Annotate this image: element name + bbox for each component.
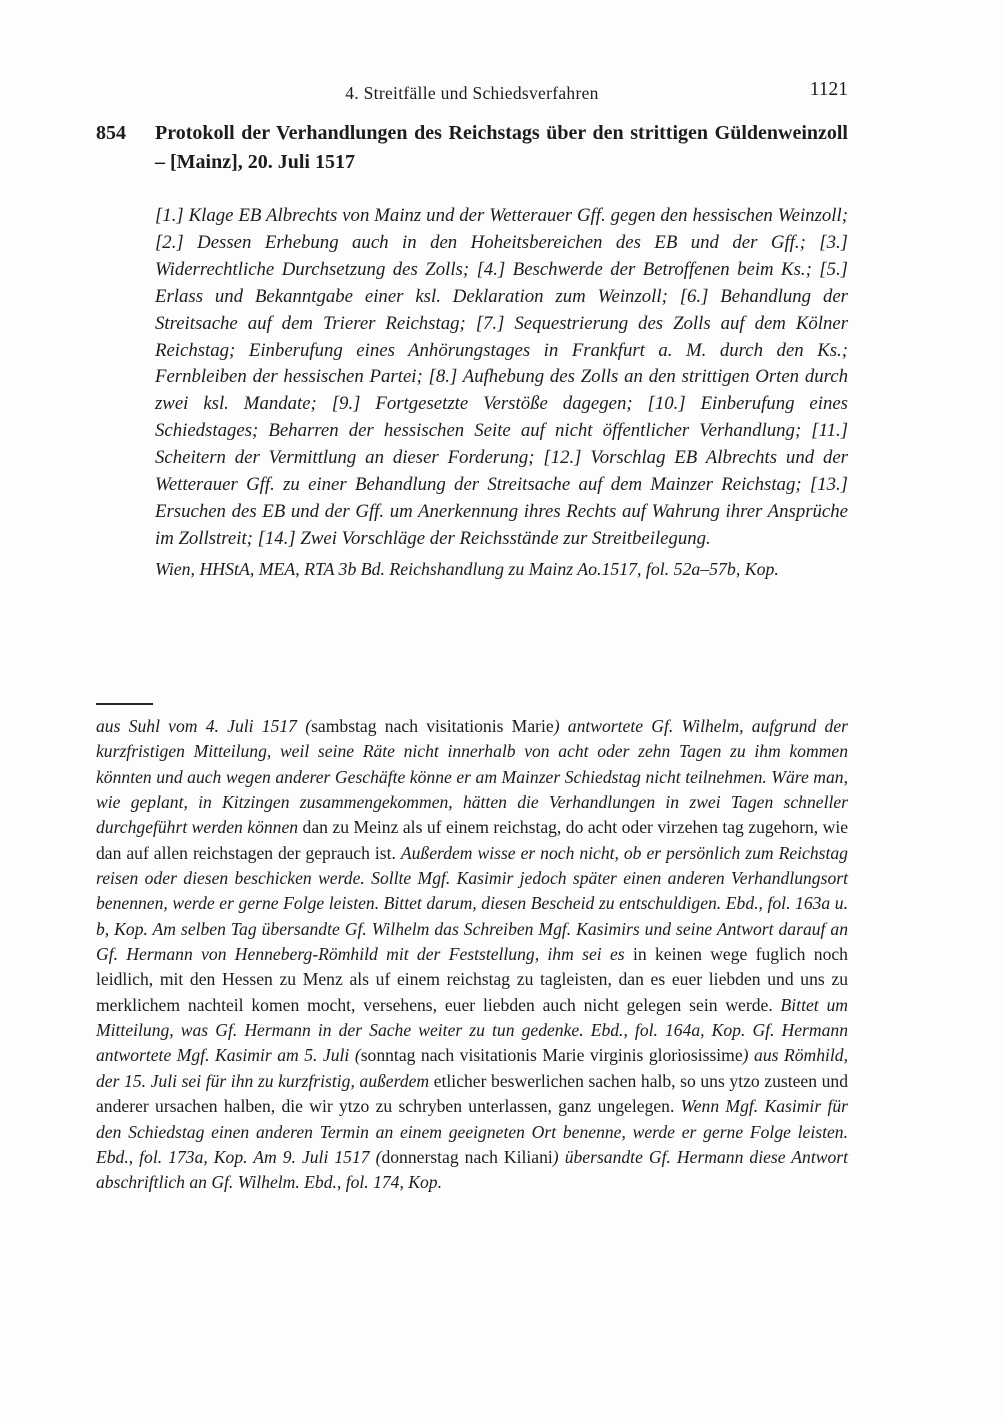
- footnote-text: [96, 714, 848, 1196]
- footnote-segment: sonntag nach visitationis Marie virginis gloriosissime: [360, 1045, 743, 1066]
- footnote-segment: sambstag nach visitationis Marie: [311, 716, 554, 736]
- footnote-segment: etlicher beswerlichen sachen halb, so uns ytzo zusteen und anderer ursachen halben, die wir ytzo zu schryben unterlassen, ganz ungelegen.: [96, 1070, 849, 1117]
- footnote-segment: in keinen wege fuglich noch leidlich, mit den Hessen zu Menz als uf einem reichstag zu tagleisten, dan es euer liebden und uns zu merklichem nachteil komen mocht, versehens, euer liebden auch nicht gelegen sein werde.: [96, 944, 848, 1015]
- footnote-segment: ) antwortete Gf. Wilhelm, aufgrund der kurzfristigen Mitteilung, weil seine Räte nicht innerhalb von acht oder zehn Tagen zu ihm kommen könnten und auch wegen anderer Geschäfte könne er am Mainzer Schiedstag nicht teilnehmen. Wäre man, wie geplant, in Kitzingen zusammengekommen, hätten die Verhandlungen in zwei Tagen schneller durchgeführt werden können: [96, 716, 848, 838]
- footnote-segment: Wenn Mgf. Kasimir für den Schiedstag einen anderen Termin an einem geeigneten Ort benenne, werde er gerne Folge leisten. Ebd., fol. 173a, Kop. Am 9. Juli 1517 (: [96, 1096, 848, 1167]
- footnote-segment: ) übersandte Gf. Hermann diese Antwort abschriftlich an Gf. Wilhelm. Ebd., fol. 174, Kop.: [96, 1146, 848, 1193]
- page-number: 1121: [809, 79, 848, 100]
- entry-heading: [96, 119, 848, 176]
- footnote-segment: Bittet um Mitteilung, was Gf. Hermann in der Sache weiter zu tun gedenke. Ebd., fol. 164a, Kop. Gf. Hermann antwortete Mgf. Kasimir am 5. Juli (: [96, 994, 848, 1066]
- footnote-segment: ) aus Römhild, der 15. Juli sei für ihn zu kurzfristig, außerdem: [96, 1045, 849, 1091]
- footnote-separator: [96, 703, 153, 705]
- entry-number: 854: [96, 122, 126, 144]
- footnote-block: [96, 703, 848, 1196]
- footnote-segment: dan zu Meinz als uf einem reichstag, do acht oder virzehen tag zugehorn, wie dan auf allen reichstagen der geprauch ist.: [96, 817, 849, 863]
- entry-854: [96, 119, 848, 582]
- footnote-segment: donnerstag nach Kiliani: [381, 1146, 553, 1167]
- footnote-segment: aus Suhl vom 4. Juli 1517 (: [96, 716, 312, 736]
- running-header: [96, 79, 848, 108]
- chapter-header: 4. Streitfälle und Schiedsverfahren: [345, 83, 599, 103]
- entry-title: Protokoll der Verhandlungen des Reichstags über den strittigen Güldenweinzoll – [Mainz], 20. Juli 1517: [155, 122, 848, 173]
- footnote-segment: Außerdem wisse er noch nicht, ob er persönlich zum Reichstag reisen oder diesen beschicken werde. Sollte Mgf. Kasimir jedoch später einen anderen Verhandlungsort benennen, werde er gerne Folge leisten. Bittet darum, diesen Bescheid zu entschuldigen. Ebd., fol. 163a u. b, Kop. Am selben Tag übersandte Gf. Wilhelm das Schreiben Mgf. Kasimirs und seine Antwort darauf an Gf. Hermann von Henneberg-Römhild mit der Feststellung, ihm sei es: [96, 842, 848, 965]
- entry-source-citation: Wien, HHStA, MEA, RTA 3b Bd. Reichshandlung zu Mainz Ao.1517, fol. 52a–57b, Kop.: [155, 558, 779, 579]
- entry-summary: [1.] Klage EB Albrechts von Mainz und der Wetterauer Gff. gegen den hessischen Weinzoll; [2.] Dessen Erhebung auch in den Hoheitsbereichen des EB und der Gff.; [3.] Widerrechtliche Durchsetzung des Zolls; [4.] Beschwerde der Betroffenen beim Ks.; [5.] Erlass und Bekanntgabe einer ksl. Deklaration zum Weinzoll; [6.] Behandlung der Streitsache auf dem Trierer Reichstag; [7.] Sequestrierung des Zolls auf dem Kölner Reichstag; Einberufung eines Anhörungstages in Frankfurt a. M. durch den Ks.; Fernbleiben der hessischen Partei; [8.] Aufhebung des Zolls an den strittigen Orten durch zwei ksl. Mandate; [9.] Fortgesetzte Verstöße dagegen; [10.] Einberufung eines Schiedstages; Beharren der hessischen Seite auf nicht öffentlicher Verhandlung; [11.] Scheitern der Vermittlung an dieser Forderung; [12.] Vorschlag EB Albrechts und der Wetterauer Gff. zu einer Behandlung der Streitsache auf dem Mainzer Reichstag; [13.] Ersuchen des EB und der Gff. um Anerkennung ihres Rechts auf Wahrung ihrer Ansprüche im Zollstreit; [14.] Zwei Vorschläge der Reichsstände zur Streitbeilegung.: [155, 205, 848, 549]
